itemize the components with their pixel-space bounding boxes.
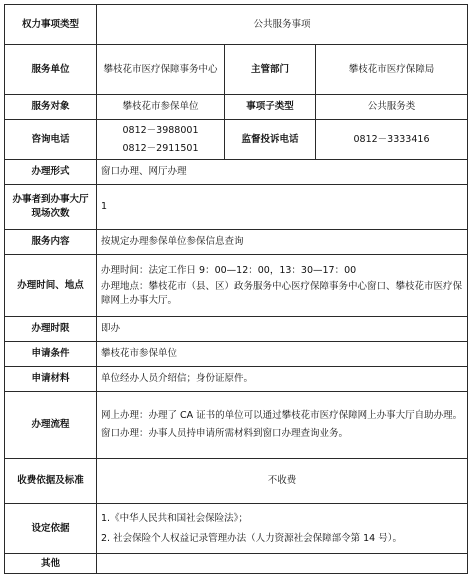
limit-value: 即办 [97,317,468,342]
other-label: 其他 [5,554,97,574]
dept-label: 主管部门 [225,45,316,95]
row-target [5,95,468,120]
dept-value: 攀枝花市医疗保障局 [316,45,468,95]
service-unit-value: 攀枝花市医疗保障事务中心 [97,45,225,95]
consult-phone-1: 0812－3988001 [122,124,199,136]
consult-phone-2: 0812－2911501 [122,142,199,154]
row-contact [5,120,468,160]
fees-value: 不收费 [97,459,468,504]
materials-value: 单位经办人员介绍信；身份证原件。 [97,367,468,392]
content-value: 按规定办理参保单位参保信息查询 [97,230,468,255]
fees-label: 收费依据及标准 [5,459,97,504]
form-label: 办理形式 [5,160,97,185]
row-materials [5,367,468,392]
row-service-unit [5,45,468,95]
visits-label: 办事者到办事大厅现场次数 [5,185,97,230]
row-content [5,230,468,255]
row-time-place [5,255,468,317]
content-label: 服务内容 [5,230,97,255]
form-value: 窗口办理、网厅办理 [97,160,468,185]
row-conditions [5,342,468,367]
process-window: 窗口办理：办事人员持申请所需材料到窗口办理查询业务。 [101,428,349,439]
process-label: 办理流程 [5,392,97,459]
complaint-value: 0812－3333416 [316,120,468,160]
time-place-label: 办理时间、地点 [5,255,97,317]
visits-value: 1 [97,185,468,230]
item-type-value: 公共服务事项 [97,5,468,45]
basis-value [97,504,468,554]
office-hours: 办理时间：法定工作日 9：00—12：00，13：30—17：00 [101,264,357,276]
basis-item-1: 1.《中华人民共和国社会保险法》； [101,512,248,524]
target-label: 服务对象 [5,95,97,120]
consult-label: 咨询电话 [5,120,97,160]
row-fees [5,459,468,504]
service-unit-label: 服务单位 [5,45,97,95]
row-item-type [5,5,468,45]
limit-label: 办理时限 [5,317,97,342]
time-place-value [97,255,468,317]
row-visits [5,185,468,230]
subtype-value: 公共服务类 [316,95,468,120]
basis-item-2: 2. 社会保险个人权益记录管理办法（人力资源社会保障部令第 14 号）。 [101,532,402,544]
item-type-label: 权力事项类型 [5,5,97,45]
target-value: 攀枝花市参保单位 [97,95,225,120]
service-info-table [4,4,468,574]
row-form [5,160,468,185]
row-basis [5,504,468,554]
process-value [97,392,468,459]
row-limit [5,317,468,342]
process-online: 网上办理：办理了 CA 证书的单位可以通过攀枝花市医疗保障网上办事大厅自助办理。 [101,410,463,421]
materials-label: 申请材料 [5,367,97,392]
complaint-label: 监督投诉电话 [225,120,316,160]
conditions-label: 申请条件 [5,342,97,367]
row-process [5,392,468,459]
office-location: 办理地点：攀枝花市（县、区）政务服务中心医疗保障事务中心窗口、攀枝花市医疗保障网上办事大厅。 [101,280,463,306]
basis-label: 设定依据 [5,504,97,554]
consult-phones [97,120,225,160]
conditions-value: 攀枝花市参保单位 [97,342,468,367]
subtype-label: 事项子类型 [225,95,316,120]
